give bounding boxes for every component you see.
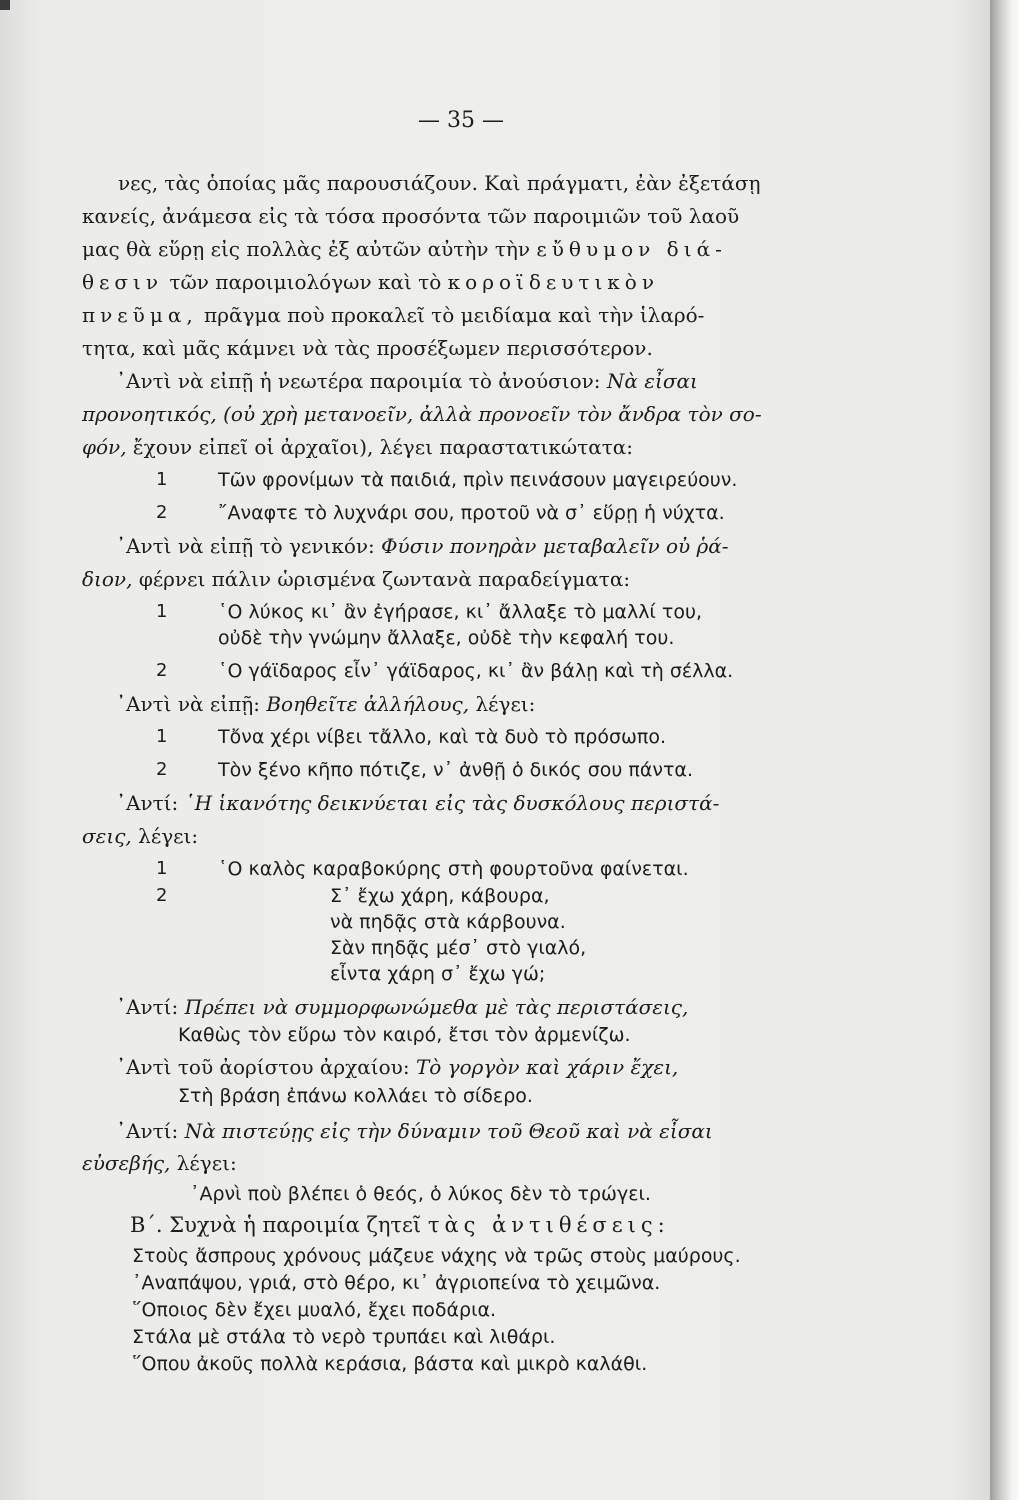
proverb-line: ῾Ο καλὸς καραβοκύρης στὴ φουρτοῦνα φαίνεται. — [218, 858, 689, 880]
proverb-line: ᾿Αρνὶ ποὺ βλέπει ὁ θεός, ὁ λύκος δὲν τὸ τρώγει. — [190, 1183, 651, 1205]
text-line: ᾿Αντὶ τοῦ ἀορίστου ἀρχαίου: Τὸ γοργὸν καὶ χάριν ἔχει, — [116, 1055, 679, 1079]
proverb-line: ῞Οπου ἀκοῦς πολλὰ κεράσια, βάστα καὶ μικρὸ καλάθι. — [132, 1353, 648, 1375]
proverb-line: Στοὺς ἄσπρους χρόνους μάζευε νάχης νὰ τρῶς στοὺς μαύρους. — [132, 1245, 741, 1267]
spaced-emphasis: τὰς ἀντιθέσεις: — [427, 1213, 670, 1237]
verse-line: Σ᾿ ἔχω χάρη, κάβουρα, — [330, 885, 550, 907]
text-line: μας θὰ εὕρῃ εἰς πολλὰς ἐξ αὐτῶν αὐτὴν τὴν εὔθυμον διά- — [82, 237, 727, 261]
proverb-number: 2 — [156, 885, 168, 906]
proverb-number: 2 — [156, 759, 168, 780]
page-edge-shadow — [990, 0, 1019, 1500]
proverb-line: ῾Ο λύκος κι᾿ ἂν ἐγήρασε, κι᾿ ἄλλαξε τὸ μαλλί του, — [218, 601, 702, 623]
proverb-line: Τὄνα χέρι νίβει τἄλλο, καὶ τὰ δυὸ τὸ πρόσωπο. — [218, 726, 667, 748]
proverb-line: ῎Αναφτε τὸ λυχνάρι σου, προτοῦ νὰ σ᾿ εὕρῃ ἡ νύχτα. — [218, 502, 725, 524]
verse-line: νὰ πηδᾷς στὰ κάρβουνα. — [330, 911, 566, 933]
proverb-number: 2 — [156, 660, 168, 681]
proverb-line: ᾿Αναπάψου, γριά, στὸ θέρο, κι᾿ ἀγριοπείνα τὸ χειμῶνα. — [132, 1272, 661, 1294]
proverb-line: Τῶν φρονίμων τὰ παιδιά, πρὶν πεινάσουν μαγειρεύουν. — [218, 469, 738, 491]
proverb-number: 2 — [156, 502, 168, 523]
spaced-emphasis: εὔθυμον διά- — [536, 237, 727, 261]
proverb-number: 1 — [156, 601, 168, 622]
scan-corner-mark — [0, 0, 10, 10]
spaced-emphasis: θεσιν — [82, 270, 164, 294]
proverb-line: ῞Οποιος δὲν ἔχει μυαλό, ἔχει ποδάρια. — [132, 1299, 497, 1321]
proverb-line: ῾Ο γάϊδαρος εἶν᾿ γάϊδαρος, κι᾿ ἂν βάλῃ καὶ τὴ σέλλα. — [218, 660, 734, 682]
text-line: τητα, καὶ μᾶς κάμνει νὰ τὰς προσέξωμεν περισσότερον. — [82, 336, 653, 360]
text-line: κανείς, ἀνάμεσα εἰς τὰ τόσα προσόντα τῶν παροιμιῶν τοῦ λαοῦ — [82, 204, 740, 228]
page-number: — 35 — — [418, 108, 504, 133]
text-line: σεις, λέγει: — [82, 824, 199, 848]
text-line: ᾿Αντί: ῾Η ἱκανότης δεικνύεται εἰς τὰς δυσκόλους περιστά- — [116, 791, 720, 815]
text-line: ᾿Αντὶ νὰ εἰπῇ τὸ γενικόν: Φύσιν πονηρὰν μεταβαλεῖν οὐ ῥά- — [116, 534, 729, 558]
text-line: νες, τὰς ὁποίας μᾶς παρουσιάζουν. Καὶ πράγματι, ἐὰν ἐξετάσῃ — [118, 171, 761, 195]
proverb-line: Τὸν ξένο κῆπο πότιζε, ν᾿ ἀνθῇ ὁ δικός σου πάντα. — [218, 759, 693, 781]
text-line: ᾿Αντί: Πρέπει νὰ συμμορφωνώμεθα μὲ τὰς περιστάσεις, — [116, 995, 689, 1019]
proverb-line: Στὴ βράση ἐπάνω κολλάει τὸ σίδερο. — [178, 1085, 533, 1107]
verse-line: εἶντα χάρη σ᾿ ἔχω γώ; — [330, 963, 546, 985]
spaced-emphasis: πνεῦμα, — [82, 303, 198, 327]
proverb-line: Στάλα μὲ στάλα τὸ νερὸ τρυπάει καὶ λιθάρι. — [132, 1326, 556, 1348]
text-line: ᾿Αντὶ νὰ εἰπῇ ἡ νεωτέρα παροιμία τὸ ἀνούσιον: Νὰ εἶσαι — [116, 369, 698, 393]
text-line: εὐσεβής, λέγει: — [82, 1151, 237, 1175]
text-line: ᾿Αντὶ νὰ εἰπῇ: Βοηθεῖτε ἀλλήλους, λέγει: — [116, 692, 536, 716]
text-line: διον, φέρνει πάλιν ὡρισμένα ζωντανὰ παραδείγματα: — [82, 567, 631, 591]
proverb-line: Καθὼς τὸν εὕρω τὸν καιρό, ἔτσι τὸν ἀρμενίζω. — [178, 1024, 631, 1046]
verse-line: Σὰν πηδᾷς μέσ᾿ στὸ γιαλό, — [330, 937, 587, 959]
spaced-emphasis: κοροϊδευτικὸν — [447, 270, 660, 294]
proverb-line: οὐδὲ τὴν γνώμην ἄλλαξε, οὐδὲ τὴν κεφαλή του. — [218, 627, 675, 649]
text-line: φόν, ἔχουν εἰπεῖ οἱ ἀρχαῖοι), λέγει παραστατικώτατα: — [82, 435, 634, 459]
text-line: προνοητικός, (οὐ χρὴ μετανοεῖν, ἀλλὰ προνοεῖν τὸν ἄνδρα τὸν σο- — [82, 402, 762, 426]
proverb-number: 1 — [156, 469, 168, 490]
text-line: ᾿Αντί: Νὰ πιστεύῃς εἰς τὴν δύναμιν τοῦ Θεοῦ καὶ νὰ εἶσαι — [116, 1119, 713, 1143]
proverb-number: 1 — [156, 858, 168, 879]
text-line: πνεῦμα, πρᾶγμα ποὺ προκαλεῖ τὸ μειδίαμα καὶ τὴν ἱλαρό- — [82, 303, 705, 327]
section-heading: Β΄. Συχνὰ ἡ παροιμία ζητεῖ τὰς ἀντιθέσεις: — [130, 1213, 670, 1237]
proverb-number: 1 — [156, 726, 168, 747]
text-line: θεσιν τῶν παροιμιολόγων καὶ τὸ κοροϊδευτικὸν — [82, 270, 660, 294]
